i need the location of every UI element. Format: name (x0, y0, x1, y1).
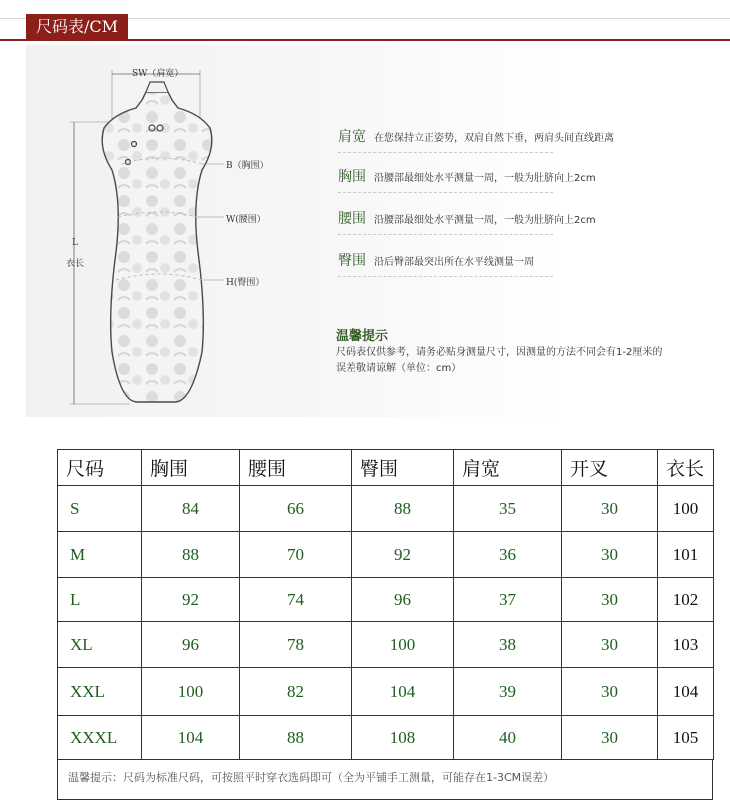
cell-waist: 70 (240, 532, 352, 578)
cell-bust: 84 (142, 486, 240, 532)
dress-diagram (60, 52, 280, 412)
table-header-row (58, 450, 714, 486)
cell-slit: 30 (562, 716, 658, 760)
header-waist: 腰围 (240, 450, 352, 486)
dress-illustration (60, 52, 280, 412)
cell-slit: 30 (562, 578, 658, 622)
guide-text: 沿后臀部最突出所在水平线测量一周 (374, 257, 534, 268)
section-title: 尺码表/CM (26, 14, 128, 40)
table-row (58, 578, 714, 622)
divider (338, 234, 553, 235)
cell-slit: 30 (562, 622, 658, 668)
label-bust: B（胸围） (226, 161, 269, 171)
cell-waist: 66 (240, 486, 352, 532)
header-bust: 胸围 (142, 450, 240, 486)
cell-size: XXL (58, 668, 142, 716)
divider (338, 276, 553, 277)
cell-shoulder: 36 (454, 532, 562, 578)
guide-key: 胸围 (338, 169, 366, 185)
cell-size: M (58, 532, 142, 578)
cell-hip: 96 (352, 578, 454, 622)
cell-hip: 100 (352, 622, 454, 668)
cell-shoulder: 39 (454, 668, 562, 716)
cell-size: XL (58, 622, 142, 668)
table-row (58, 622, 714, 668)
header-slit: 开叉 (562, 450, 658, 486)
footer-note: 温馨提示：尺码为标准尺码，可按照平时穿衣选码即可（全为平铺手工测量，可能存在1-3CM误差） (68, 771, 555, 784)
cell-size: S (58, 486, 142, 532)
cell-shoulder: 37 (454, 578, 562, 622)
label-hip: H(臀围） (226, 278, 265, 288)
table-row (58, 668, 714, 716)
cell-shoulder: 38 (454, 622, 562, 668)
size-table (57, 449, 714, 760)
cell-waist: 82 (240, 668, 352, 716)
guide-item-hip (338, 250, 534, 270)
cell-size: L (58, 578, 142, 622)
header-length: 衣长 (658, 450, 714, 486)
cell-bust: 92 (142, 578, 240, 622)
cell-hip: 108 (352, 716, 454, 760)
cell-length: 102 (658, 578, 714, 622)
cell-bust: 104 (142, 716, 240, 760)
cell-waist: 78 (240, 622, 352, 668)
guide-key: 肩宽 (338, 129, 366, 145)
cell-length: 100 (658, 486, 714, 532)
label-sw: SW（肩宽） (132, 69, 184, 79)
guide-item-bust (338, 166, 596, 186)
header-size: 尺码 (58, 450, 142, 486)
cell-hip: 104 (352, 668, 454, 716)
table-row (58, 532, 714, 578)
guide-key: 腰围 (338, 211, 366, 227)
cell-bust: 100 (142, 668, 240, 716)
table-row (58, 716, 714, 760)
tip-text: 尺码表仅供参考，请务必贴身测量尺寸，因测量的方法不同会有1-2厘米的误差敬请谅解（单位：cm） (336, 347, 663, 374)
cell-slit: 30 (562, 486, 658, 532)
guide-key: 臀围 (338, 253, 366, 269)
cell-hip: 92 (352, 532, 454, 578)
cell-length: 101 (658, 532, 714, 578)
label-length: 衣长 (66, 259, 85, 269)
cell-size: XXXL (58, 716, 142, 760)
cell-slit: 30 (562, 668, 658, 716)
header-rule (0, 39, 730, 41)
cell-length: 105 (658, 716, 714, 760)
cell-shoulder: 40 (454, 716, 562, 760)
cell-bust: 96 (142, 622, 240, 668)
cell-length: 103 (658, 622, 714, 668)
cell-hip: 88 (352, 486, 454, 532)
header-hip: 臀围 (352, 450, 454, 486)
cell-length: 104 (658, 668, 714, 716)
section-header (0, 14, 730, 40)
cell-bust: 88 (142, 532, 240, 578)
tip-title: 温馨提示 (336, 329, 389, 344)
guide-item-shoulder (338, 126, 614, 146)
table-row (58, 486, 714, 532)
divider (338, 152, 553, 153)
divider (338, 192, 553, 193)
label-waist: W(腰围） (226, 215, 266, 225)
cell-slit: 30 (562, 532, 658, 578)
table-footer (57, 759, 713, 800)
label-l: L (72, 238, 78, 248)
cell-waist: 74 (240, 578, 352, 622)
header-shoulder: 肩宽 (454, 450, 562, 486)
guide-item-waist (338, 208, 596, 228)
guide-text: 在您保持立正姿势，双肩自然下垂，两肩头间直线距离 (374, 133, 614, 144)
guide-text: 沿腰部最细处水平测量一周，一般为肚脐向上2cm (374, 173, 596, 184)
cell-shoulder: 35 (454, 486, 562, 532)
cell-waist: 88 (240, 716, 352, 760)
guide-text: 沿腰部最细处水平测量一周，一般为肚脐向上2cm (374, 215, 596, 226)
